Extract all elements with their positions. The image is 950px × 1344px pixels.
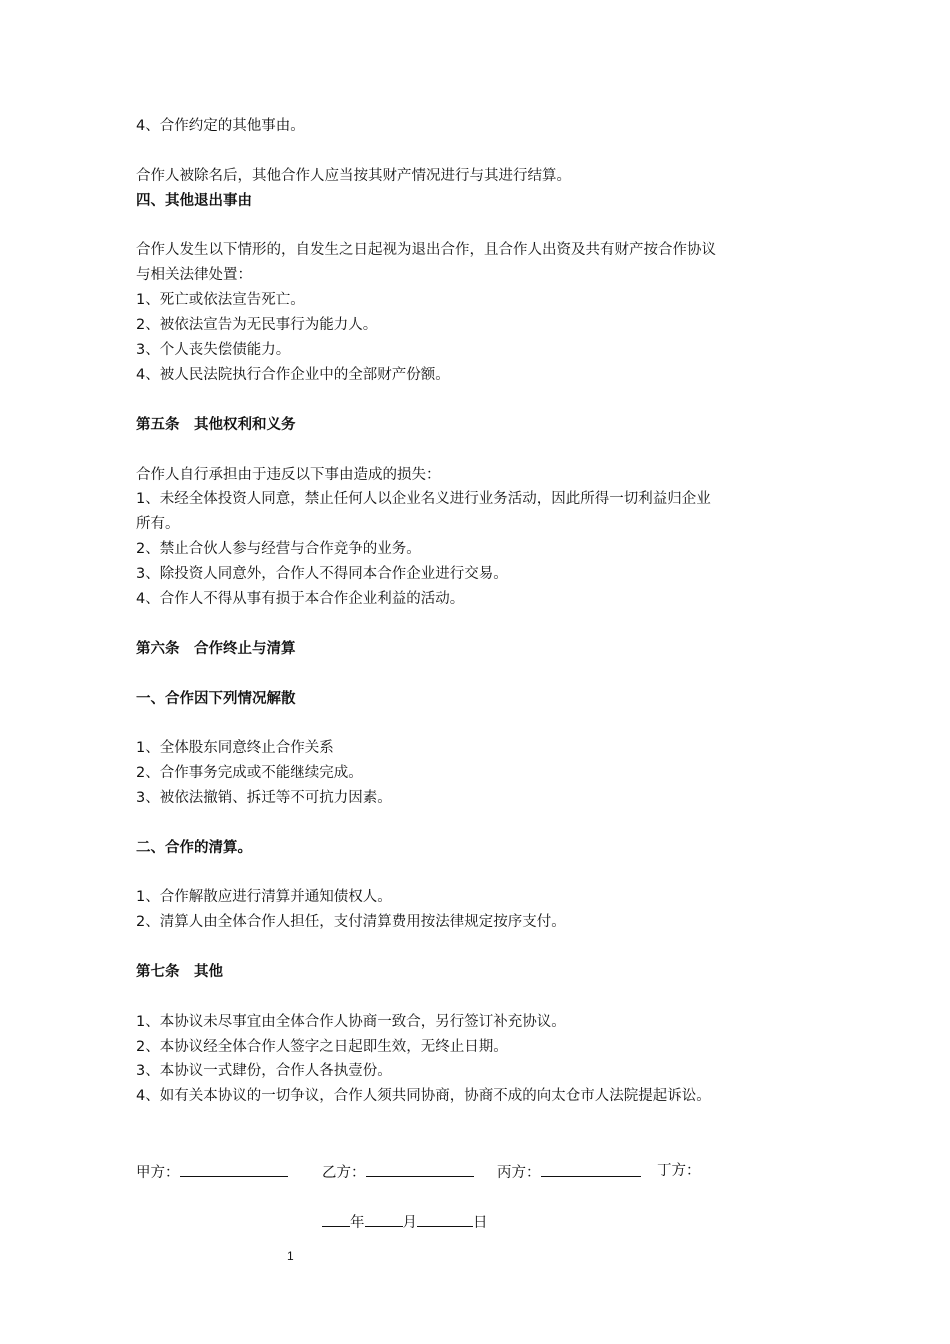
list-item: 4、合作人不得从事有损于本合作企业利益的活动。 xyxy=(136,591,465,607)
section-heading: 二、合作的清算。 xyxy=(136,840,252,856)
month-blank xyxy=(365,1211,403,1227)
list-item: 1、死亡或依法宣告死亡。 xyxy=(136,292,305,308)
clause-line: 与相关法律处置： xyxy=(136,267,252,283)
list-item: 2、合作事务完成或不能继续完成。 xyxy=(136,765,363,781)
article-heading: 第七条 其他 xyxy=(136,964,223,980)
clause-line: 合作人被除名后，其他合作人应当按其财产情况进行与其进行结算。 xyxy=(136,168,571,184)
party-c-signature-line xyxy=(541,1161,641,1177)
clause-line: 4、合作约定的其他事由。 xyxy=(136,118,305,134)
year-label: 年 xyxy=(350,1215,365,1231)
list-item: 4、被人民法院执行合作企业中的全部财产份额。 xyxy=(136,367,450,383)
list-item: 1、未经全体投资人同意，禁止任何人以企业名义进行业务活动，因此所得一切利益归企业 xyxy=(136,491,711,507)
list-item: 1、全体股东同意终止合作关系 xyxy=(136,740,334,756)
year-blank xyxy=(322,1211,350,1227)
signature-party-a xyxy=(136,1161,288,1183)
signature-party-c xyxy=(497,1161,641,1183)
list-item: 2、本协议经全体合作人签字之日起即生效，无终止日期。 xyxy=(136,1039,508,1055)
list-item: 所有。 xyxy=(136,516,180,532)
page-number: 1 xyxy=(287,1249,294,1263)
party-d-label: 丁方： xyxy=(657,1163,701,1179)
party-b-label: 乙方： xyxy=(322,1165,366,1181)
article-heading: 第五条 其他权利和义务 xyxy=(136,417,296,433)
party-a-label: 甲方： xyxy=(136,1165,180,1181)
list-item: 4、如有关本协议的一切争议，合作人须共同协商，协商不成的向太仓市人法院提起诉讼。 xyxy=(136,1088,711,1104)
signature-party-d xyxy=(657,1161,701,1181)
clause-line: 合作人自行承担由于违反以下事由造成的损失： xyxy=(136,467,441,483)
section-heading: 一、合作因下列情况解散 xyxy=(136,691,296,707)
party-a-signature-line xyxy=(180,1161,288,1177)
list-item: 2、禁止合伙人参与经营与合作竞争的业务。 xyxy=(136,541,421,557)
month-label: 月 xyxy=(402,1215,417,1231)
list-item: 2、被依法宣告为无民事行为能力人。 xyxy=(136,317,378,333)
list-item: 1、本协议未尽事宜由全体合作人协商一致合，另行签订补充协议。 xyxy=(136,1014,566,1030)
signing-date xyxy=(322,1211,488,1233)
day-blank xyxy=(417,1211,473,1227)
party-b-signature-line xyxy=(366,1161,474,1177)
list-item: 3、被依法撤销、拆迁等不可抗力因素。 xyxy=(136,790,392,806)
party-c-label: 丙方： xyxy=(497,1165,541,1181)
list-item: 3、本协议一式肆份，合作人各执壹份。 xyxy=(136,1063,392,1079)
signature-party-b xyxy=(322,1161,474,1183)
list-item: 3、除投资人同意外，合作人不得同本合作企业进行交易。 xyxy=(136,566,508,582)
clause-line: 合作人发生以下情形的，自发生之日起视为退出合作，且合作人出资及共有财产按合作协议 xyxy=(136,242,716,258)
day-label: 日 xyxy=(473,1215,488,1231)
section-heading: 四、其他退出事由 xyxy=(136,193,252,209)
list-item: 3、个人丧失偿债能力。 xyxy=(136,342,291,358)
list-item: 1、合作解散应进行清算并通知债权人。 xyxy=(136,889,392,905)
list-item: 2、清算人由全体合作人担任，支付清算费用按法律规定按序支付。 xyxy=(136,914,566,930)
article-heading: 第六条 合作终止与清算 xyxy=(136,641,296,657)
